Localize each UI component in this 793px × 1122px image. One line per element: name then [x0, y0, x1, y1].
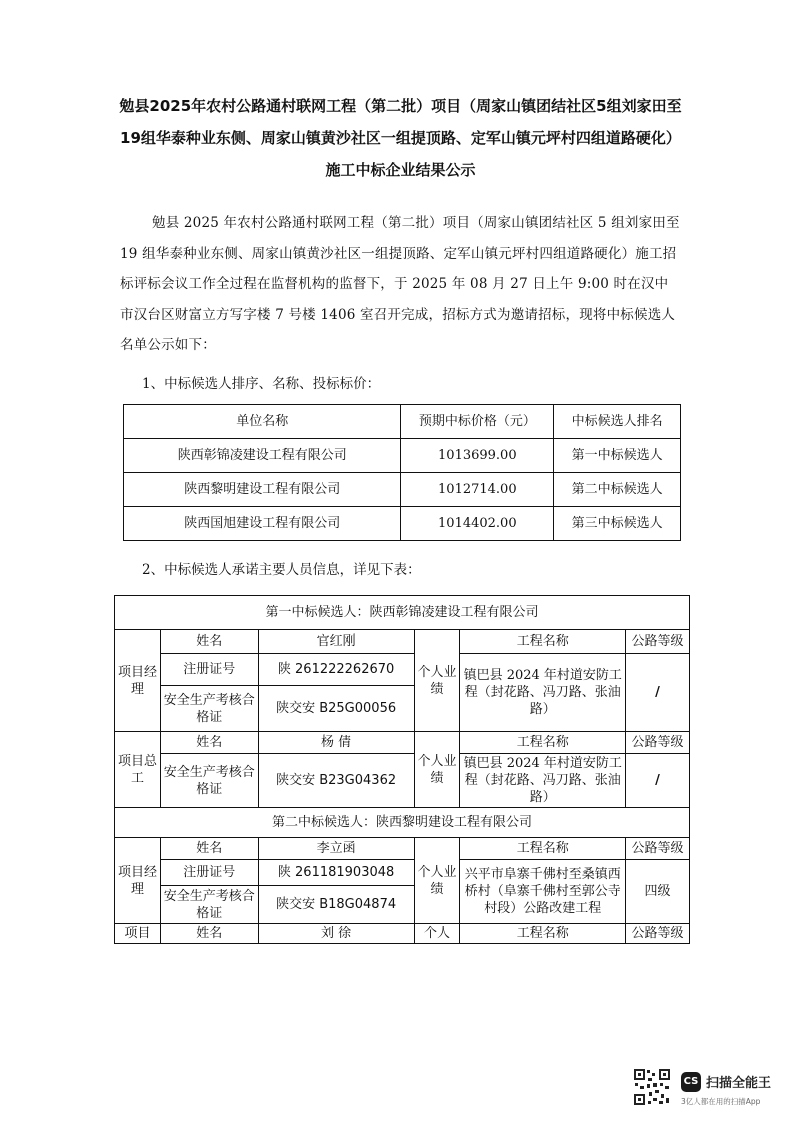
table-header: 单位名称: [124, 405, 401, 439]
table-header: 预期中标价格（元）: [401, 405, 554, 439]
bid-price: 1014402.00: [401, 507, 554, 541]
field-label: 公路等级: [626, 732, 690, 754]
project-name: 兴平市阜寨千佛村至桑镇西桥村（阜寨千佛村至郭公寺村段）公路改建工程: [460, 860, 626, 924]
field-label: 工程名称: [460, 630, 626, 654]
registration-number: 陕 261222262670: [258, 654, 414, 686]
company-name: 陕西黎明建设工程有限公司: [124, 473, 401, 507]
field-label: 个人业绩: [414, 732, 460, 808]
field-label: 个人业绩: [414, 630, 460, 732]
section-1-heading: 1、中标候选人排序、名称、投标标价：: [142, 376, 381, 392]
table-header: 中标候选人排名: [554, 405, 681, 439]
field-label: 安全生产考核合格证: [160, 886, 258, 924]
table-row: [124, 473, 681, 507]
scanner-app-tagline: 3亿人都在用的扫描App: [681, 1097, 761, 1106]
road-grade: 四级: [626, 860, 690, 924]
road-grade: /: [626, 654, 690, 732]
document-title: 勉县2025年农村公路通村联网工程（第二批）项目（周家山镇团结社区5组刘家田至19组华泰种业东侧、周家山镇黄沙社区一组提顶路、定军山镇元坪村四组道路硬化）施工中标企业结果公示: [119, 97, 682, 179]
qr-code-icon: [633, 1068, 671, 1106]
field-label: 姓名: [160, 838, 258, 860]
field-label: 安全生产考核合格证: [160, 754, 258, 808]
bid-price: 1012714.00: [401, 473, 554, 507]
field-label: 公路等级: [626, 838, 690, 860]
candidate-1-title: 第一中标候选人：陕西彰锦凌建设工程有限公司: [115, 596, 690, 630]
registration-number: 陕 261181903048: [258, 860, 414, 886]
field-label: 公路等级: [626, 630, 690, 654]
role-label: 项目经理: [115, 630, 161, 732]
company-name: 陕西彰锦凌建设工程有限公司: [124, 439, 401, 473]
person-name: 李立函: [258, 838, 414, 860]
person-name: 官红刚: [258, 630, 414, 654]
field-label: 姓名: [160, 732, 258, 754]
field-label: 姓名: [160, 630, 258, 654]
role-label: 项目经理: [115, 838, 161, 924]
project-name: 镇巴县 2024 年村道安防工程（封花路、冯刀路、张油路）: [460, 654, 626, 732]
field-label: 工程名称: [460, 924, 626, 944]
safety-certificate: 陕交安 B25G00056: [258, 686, 414, 732]
camscanner-logo-icon: CS: [681, 1072, 701, 1092]
company-name: 陕西国旭建设工程有限公司: [124, 507, 401, 541]
field-label: 工程名称: [460, 732, 626, 754]
ranking-table: [123, 404, 681, 541]
field-label: 安全生产考核合格证: [160, 686, 258, 732]
table-header-row: [124, 405, 681, 439]
field-label: 个人: [414, 924, 460, 944]
field-label: 公路等级: [626, 924, 690, 944]
table-row: [124, 507, 681, 541]
field-label: 个人业绩: [414, 838, 460, 924]
person-name: 杨 倩: [258, 732, 414, 754]
table-row: [124, 439, 681, 473]
field-label: 注册证号: [160, 860, 258, 886]
safety-certificate: 陕交安 B18G04874: [258, 886, 414, 924]
scanner-app-name: 扫描全能王: [706, 1076, 772, 1091]
field-label: 工程名称: [460, 838, 626, 860]
road-grade: /: [626, 754, 690, 808]
role-label: 项目: [115, 924, 161, 944]
field-label: 注册证号: [160, 654, 258, 686]
safety-certificate: 陕交安 B23G04362: [258, 754, 414, 808]
candidate-rank: 第一中标候选人: [554, 439, 681, 473]
section-2-heading: 2、中标候选人承诺主要人员信息，详见下表：: [142, 562, 421, 578]
candidate-2-title: 第二中标候选人：陕西黎明建设工程有限公司: [115, 808, 690, 838]
role-label: 项目总工: [115, 732, 161, 808]
project-name: 镇巴县 2024 年村道安防工程（封花路、冯刀路、张油路）: [460, 754, 626, 808]
candidate-rank: 第二中标候选人: [554, 473, 681, 507]
personnel-table: [114, 595, 690, 944]
candidate-rank: 第三中标候选人: [554, 507, 681, 541]
person-name: 刘 徐: [258, 924, 414, 944]
intro-paragraph: 勉县 2025 年农村公路通村联网工程（第二批）项目（周家山镇团结社区 5 组刘家田至 19 组华泰种业东侧、周家山镇黄沙社区一组提顶路、定军山镇元坪村四组道路硬化）施工招标评标会议工作全过程在监督机构的监督下，于 2025 年 08 月 27 日上午 9:00 时在汉中市汉台区财富立方写字楼 7 号楼 1406 室召开完成，招标方式为邀请招标，现将中标候选人名单公示如下：: [120, 215, 680, 353]
bid-price: 1013699.00: [401, 439, 554, 473]
field-label: 姓名: [160, 924, 258, 944]
